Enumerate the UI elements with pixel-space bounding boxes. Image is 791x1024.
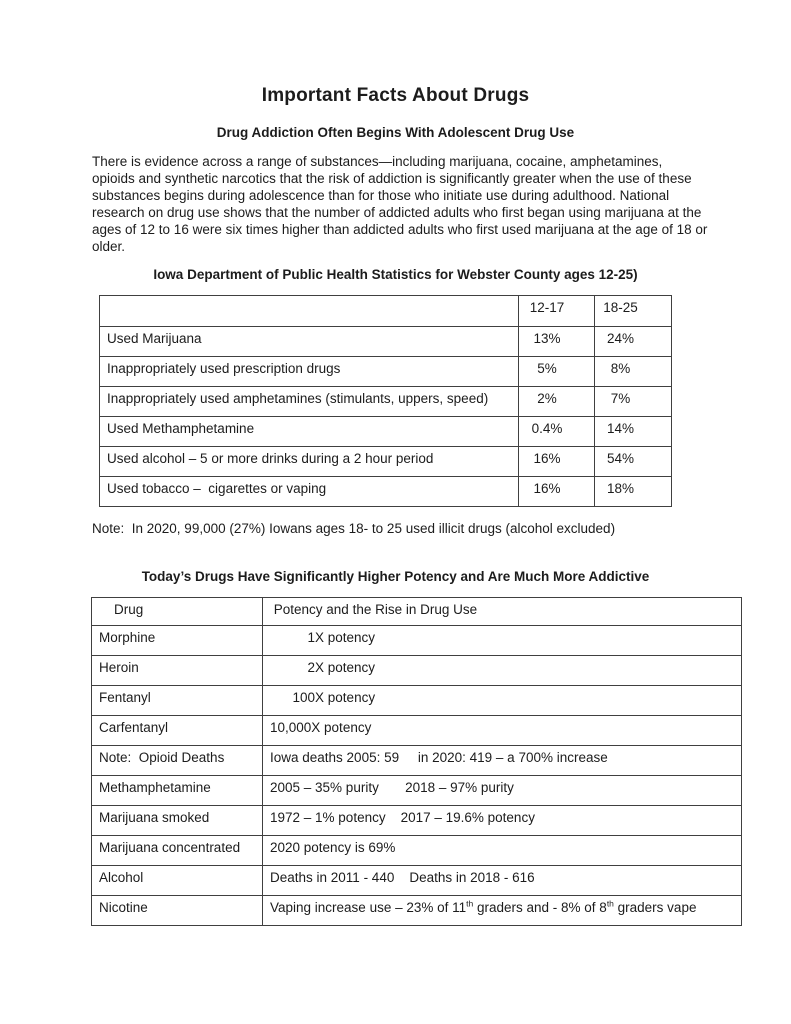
drug-name-cell: Fentanyl (92, 686, 263, 716)
potency-row-heroin (92, 656, 742, 686)
drug-name-cell: Note: Opioid Deaths (92, 746, 263, 776)
drug-value-cell: 2X potency (263, 656, 742, 686)
stats-row-label: Inappropriately used prescription drugs (100, 357, 519, 387)
stats-row-marijuana (100, 327, 672, 357)
drug-name-cell: Morphine (92, 626, 263, 656)
adolescent-use-heading: Drug Addiction Often Begins With Adolescent Drug Use (216, 125, 575, 140)
document-title: Important Facts About Drugs (261, 85, 530, 106)
stats-header-age-18-25: 18-25 (595, 296, 672, 327)
stats-note: Note: In 2020, 99,000 (27%) Iowans ages 18- to 25 used illicit drugs (alcohol excluded) (92, 521, 616, 536)
ordinal-superscript: th (606, 898, 614, 909)
drug-value-cell: 2005 – 35% purity 2018 – 97% purity (263, 776, 742, 806)
drug-value-cell: Deaths in 2011 - 440 Deaths in 2018 - 616 (263, 866, 742, 896)
stats-header-empty-cell (100, 296, 519, 327)
drug-value-cell: 1X potency (263, 626, 742, 656)
stats-row-tobacco (100, 477, 672, 507)
stats-value-18-25: 7% (595, 387, 672, 417)
potency-row-marijuana-concentrated (92, 836, 742, 866)
drug-name-cell: Marijuana concentrated (92, 836, 263, 866)
nicotine-text-after: graders vape (613, 900, 697, 915)
drug-value-cell: 2020 potency is 69% (263, 836, 742, 866)
potency-row-methamphetamine (92, 776, 742, 806)
stats-row-label: Used alcohol – 5 or more drinks during a 2 hour period (100, 447, 519, 477)
potency-row-marijuana-smoked (92, 806, 742, 836)
nicotine-text-middle: graders and - 8% of 8 (473, 900, 607, 915)
potency-row-carfentanyl (92, 716, 742, 746)
potency-table (91, 597, 742, 926)
nicotine-text-before: Vaping increase use – 23% of 11 (270, 900, 467, 915)
stats-row-amphetamines (100, 387, 672, 417)
ordinal-superscript: th (466, 898, 474, 909)
stats-value-12-17: 16% (519, 447, 595, 477)
drug-name-cell: Marijuana smoked (92, 806, 263, 836)
stats-value-12-17: 5% (519, 357, 595, 387)
drug-value-cell (263, 896, 742, 926)
stats-value-18-25: 8% (595, 357, 672, 387)
stats-table-heading: Iowa Department of Public Health Statistics for Webster County ages 12-25) (153, 267, 638, 282)
stats-header-age-12-17: 12-17 (519, 296, 595, 327)
drug-value-cell: 10,000X potency (263, 716, 742, 746)
drug-value-cell: Iowa deaths 2005: 59 in 2020: 419 – a 700% increase (263, 746, 742, 776)
webster-county-stats-table (99, 295, 672, 507)
stats-row-prescription (100, 357, 672, 387)
drug-name-cell: Heroin (92, 656, 263, 686)
stats-value-12-17: 13% (519, 327, 595, 357)
stats-value-12-17: 16% (519, 477, 595, 507)
drug-name-cell: Carfentanyl (92, 716, 263, 746)
stats-row-label: Used Methamphetamine (100, 417, 519, 447)
potency-header-drug: Drug (92, 598, 263, 626)
stats-row-methamphetamine (100, 417, 672, 447)
stats-row-label: Used tobacco – cigarettes or vaping (100, 477, 519, 507)
drug-value-cell: 100X potency (263, 686, 742, 716)
intro-paragraph: There is evidence across a range of substances—including marijuana, cocaine, amphetamines, opioids and synthetic narcotics that the risk of addiction is significantly greater when the use of these substances begins during adolescence than for those who initiate use during adulthood. National research on drug use shows that the number of addicted adults who first began using marijuana at the ages of 12 to 16 were six times higher than addicted adults who first used marijuana at the age of 18 or older. (92, 154, 708, 254)
drug-name-cell: Nicotine (92, 896, 263, 926)
stats-row-alcohol (100, 447, 672, 477)
stats-row-label: Inappropriately used amphetamines (stimulants, uppers, speed) (100, 387, 519, 417)
stats-header-row (100, 296, 672, 327)
drug-name-cell: Alcohol (92, 866, 263, 896)
potency-header-row (92, 598, 742, 626)
potency-table-heading: Today’s Drugs Have Significantly Higher Potency and Are Much More Addictive (141, 569, 650, 584)
potency-row-alcohol (92, 866, 742, 896)
stats-value-18-25: 54% (595, 447, 672, 477)
stats-value-12-17: 0.4% (519, 417, 595, 447)
potency-row-opioid-deaths (92, 746, 742, 776)
stats-value-18-25: 18% (595, 477, 672, 507)
potency-row-fentanyl (92, 686, 742, 716)
drug-value-cell: 1972 – 1% potency 2017 – 19.6% potency (263, 806, 742, 836)
stats-value-18-25: 24% (595, 327, 672, 357)
drug-name-cell: Methamphetamine (92, 776, 263, 806)
potency-row-nicotine (92, 896, 742, 926)
stats-row-label: Used Marijuana (100, 327, 519, 357)
potency-header-description: Potency and the Rise in Drug Use (263, 598, 742, 626)
stats-value-12-17: 2% (519, 387, 595, 417)
potency-row-morphine (92, 626, 742, 656)
stats-value-18-25: 14% (595, 417, 672, 447)
